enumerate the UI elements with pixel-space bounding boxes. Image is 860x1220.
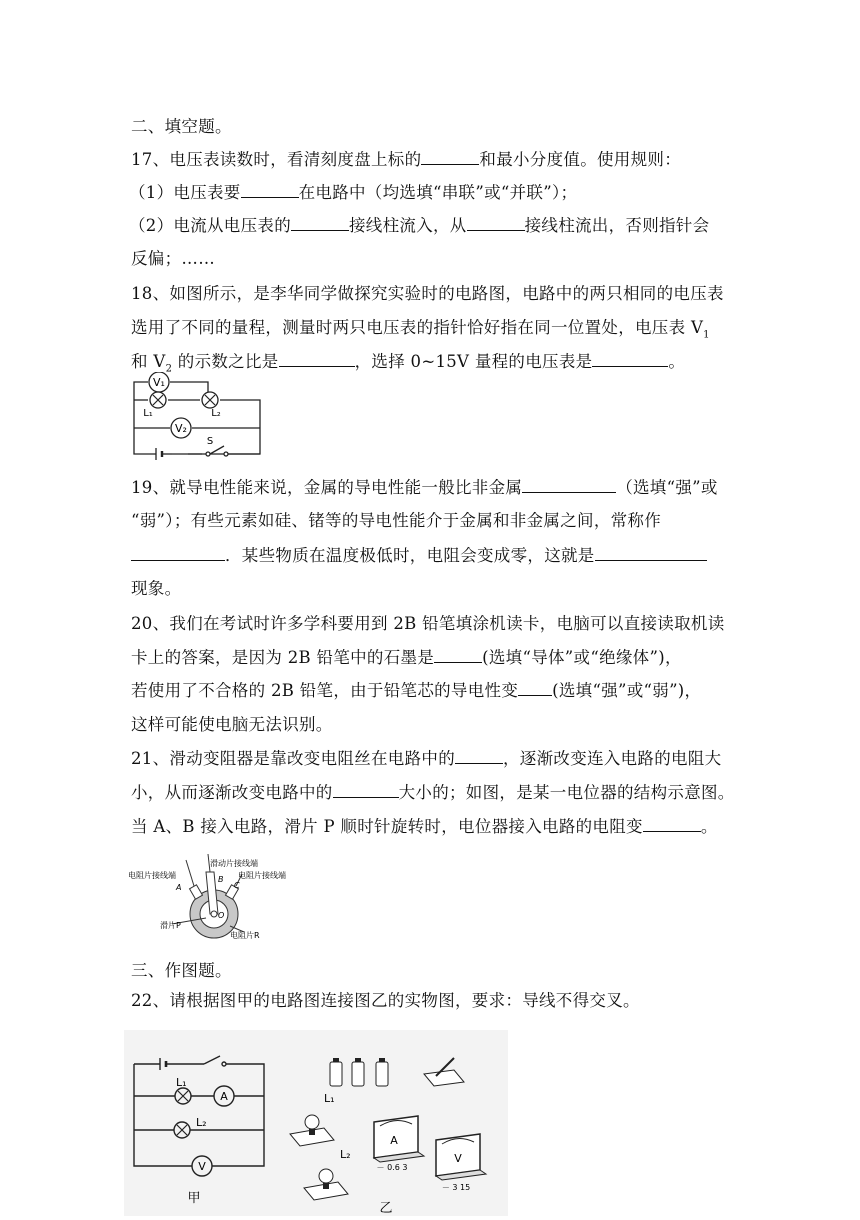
q18-line1: 18、如图所示，是李华同学做探究实验时的电路图，电路中的两只相同的电压表 [131,284,724,303]
terminal-b-label: B [218,875,224,884]
q17-text: （1）电压表要 [129,183,241,202]
bulb-l1-icon [290,1115,334,1146]
q18-text: 。 [668,352,686,371]
q21-text: 小，从而逐渐改变电路中的 [131,783,333,802]
answer-blank[interactable] [434,648,482,663]
q20-text: 若使用了不合格的 2B 铅笔，由于铅笔芯的导电性变 [131,681,519,700]
q17-line2 [129,179,577,203]
q21-text: 大小的；如图，是某一电位器的结构示意图。 [398,783,735,802]
figure-yi-label: 乙 [379,1201,393,1216]
yi-l1-label: L₁ [324,1092,335,1105]
figure-jia-label: 甲 [187,1191,201,1206]
answer-blank[interactable] [333,783,399,798]
q20-text: (选填“强”或“弱”)， [552,681,702,700]
q22-text: 22、请根据图甲的电路图连接图乙的实物图，要求：导线不得交叉。 [131,991,640,1010]
slider-terminal-label: 滑动片接线端 [210,859,258,868]
q20-text: 卡上的答案，是因为 2B 铅笔中的石墨是 [131,648,435,667]
q17-line3 [129,212,709,236]
l1-label: L₁ [143,408,153,419]
q21-text: 21、滑动变阻器是靠改变电阻丝在电路中的 [131,749,455,768]
answer-blank[interactable] [595,546,707,561]
ammeter-scale-label: － 0.6 3 [376,1163,408,1172]
q18-text: 选用了不同的量程，测量时两只电压表的指针恰好指在同一位置处，电压表 V [131,318,704,337]
answer-blank[interactable] [131,546,225,561]
slider-p-label: 滑片P [160,921,181,930]
q19-line4: 现象。 [131,579,182,598]
q18-line2 [131,314,710,340]
terminal-a-label: A [176,883,182,892]
q19-line3 [131,542,707,566]
terminal-c-label: C [234,881,240,890]
q20-line4: 这样可能使电脑无法识别。 [131,715,333,734]
jia-l1-label: L₁ [176,1076,187,1089]
answer-blank[interactable] [421,150,479,165]
resistor-terminal-right-label: 电阻片接线端 [238,871,286,880]
yi-ammeter-label: A [390,1134,398,1147]
ammeter-device-icon [374,1116,424,1162]
answer-blank[interactable] [518,681,552,696]
v1-label: V₁ [153,376,165,389]
q18-line3 [131,348,685,374]
circuit-diagram-jia [134,1056,264,1166]
jia-l2-label: L₂ [196,1116,207,1129]
answer-blank[interactable] [467,216,525,231]
q19-text: ．某些物质在温度极低时，电阻会变成零，这就是 [225,546,595,565]
bulb-l2-icon [304,1169,348,1200]
q21-text: 当 A、B 接入电路，滑片 P 顺时针旋转时，电位器接入电路的电阻变 [131,817,643,836]
q18-circuit-figure [128,372,266,464]
answer-blank[interactable] [241,183,299,198]
q18-text: ，选择 0~15V 量程的电压表是 [354,352,593,371]
answer-blank[interactable] [279,352,355,367]
q20-line3 [131,677,701,701]
q17-text: （2）电流从电压表的 [129,216,291,235]
answer-blank[interactable] [522,478,616,493]
v2-label: V₂ [175,422,187,435]
answer-blank[interactable] [291,216,349,231]
q19-text: （选填“强”或 [616,478,718,497]
jia-ammeter-label: A [220,1090,228,1103]
switch-icon [424,1058,464,1086]
answer-blank[interactable] [643,817,701,832]
center-o-label: O [218,911,225,920]
q19-line1 [131,474,718,498]
section-heading-fill-in: 二、填空题。 [131,117,232,136]
q17-text: 和最小分度值。使用规则： [479,150,682,169]
q17-text: 17、电压表读数时，看清刻度盘上标的 [131,150,422,169]
resistor-r-label: 电阻片R [230,931,260,940]
q20-line2 [131,644,682,668]
q21-text: ，逐渐改变连入电路的电阻大 [503,749,722,768]
q20-text: (选填“导体”或“绝缘体”)， [482,648,682,667]
q19-line2: “弱”）；有些元素如硅、锗等的导电性能介于金属和非金属之间，常称作 [131,511,662,530]
answer-blank[interactable] [592,352,668,367]
subscript: 2 [165,363,173,375]
voltmeter-scale-label: － 3 15 [441,1183,471,1192]
q18-text: 的示数之比是 [172,352,279,371]
q21-line1 [131,745,721,769]
q18-text: 和 V [131,352,166,371]
l2-label: L₂ [211,408,221,419]
q21-text: 。 [700,817,718,836]
potentiometer-figure [126,852,302,942]
battery-cells-icon [330,1058,388,1086]
q17-text: 接线柱流入，从 [349,216,467,235]
q19-text: 19、就导电性能来说，金属的导电性能一般比非金属 [131,478,523,497]
q21-line2 [131,779,735,803]
yi-l2-label: L₂ [340,1148,351,1161]
q22-figure [124,1030,508,1216]
q17-line4: 反偏；…… [131,249,215,268]
jia-voltmeter-label: V [198,1160,206,1173]
q21-line3 [131,813,718,837]
resistor-terminal-left-label: 电阻片接线端 [128,871,176,880]
yi-voltmeter-label: V [454,1152,462,1165]
section-heading-drawing: 三、作图题。 [131,961,232,980]
q17-text: 在电路中（均选填“串联”或“并联”）； [298,183,578,202]
answer-blank[interactable] [455,749,503,764]
q17-text: 接线柱流出，否则指针会 [524,216,710,235]
q20-line1: 20、我们在考试时许多学科要用到 2B 铅笔填涂机读卡，电脑可以直接读取机读 [131,614,725,633]
q17-line1 [131,146,681,170]
switch-label: S [206,436,214,447]
subscript: 1 [703,329,710,341]
